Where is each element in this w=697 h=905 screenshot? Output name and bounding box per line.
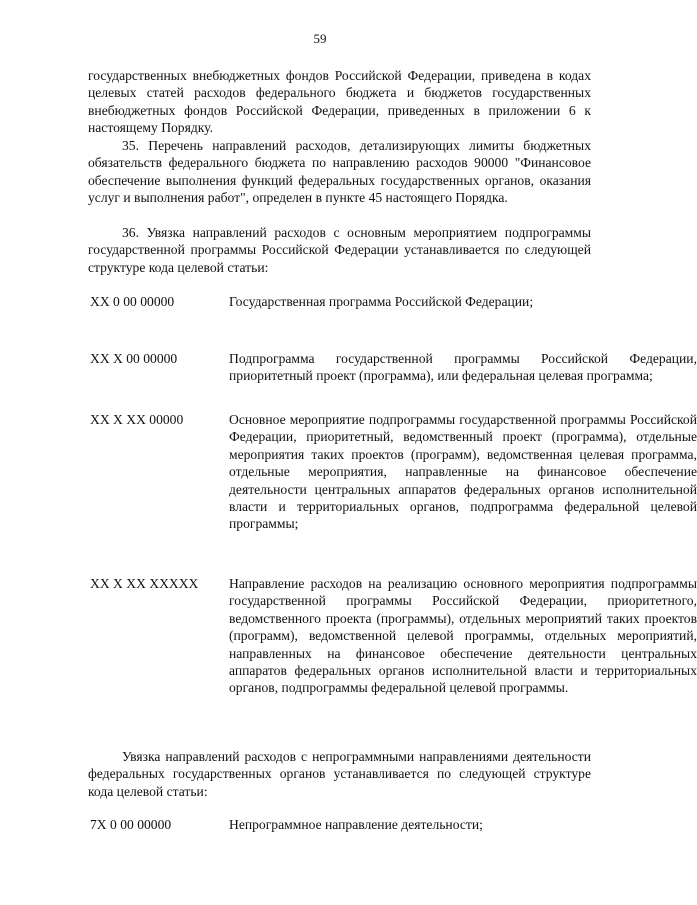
paragraph-35: 35. Перечень направлений расходов, детализирующих лимиты бюджетных обязательств федерального бюджета по направлению расходов 90000 "Финансовое обеспечение выполнения функций федеральных государственных органов, оказания услуг и выполнения работ", определен в пункте 45 настоящего Порядка. xyxy=(88,138,591,206)
code-description: Основное мероприятие подпрограммы государственной программы Российской Федерации, приоритетный, ведомственный проект (программа), отдельные мероприятия таких проектов (программ), ведомственная целевая программа, отдельные мероприятия, направленные на финансовое обеспечение деятельности центральных аппаратов федеральных органов исполнительной власти и территориальных органов, подпрограмма федеральной целевой программы; xyxy=(229,412,697,532)
code-structure: 7X 0 00 00000 xyxy=(90,817,172,832)
code-structure: XX X XX 00000 xyxy=(90,412,184,427)
code-description: Непрограммное направление деятельности; xyxy=(229,817,483,832)
code-structure: XX X 00 00000 xyxy=(90,351,178,366)
code-description: Подпрограмма государственной программы Российской Федерации, приоритетный проект (программа), или федеральная целевая программа; xyxy=(229,351,697,384)
page-number: 59 xyxy=(313,31,327,46)
code-description: Направление расходов на реализацию основного мероприятия подпрограммы государственной программы Российской Федерации, приоритетного, ведомственного проекта (программы), отдельных мероприятий таких проектов (программ), ведомственной целевой программы, отдельных мероприятий, направленных на финансовое обеспечение деятельности центральных аппаратов федеральных органов исполнительной власти и территориальных органов, подпрограммы федеральной целевой программы. xyxy=(229,576,697,696)
code-structure: XX X XX XXXXX xyxy=(90,576,199,591)
code-description: Государственная программа Российской Федерации; xyxy=(229,294,534,309)
paragraph-continuation: государственных внебюджетных фондов Российской Федерации, приведена в кодах целевых статей расходов федерального бюджета и бюджетов государственных внебюджетных фондов Российской Федерации, приведенных в приложении 6 к настоящему Порядку. xyxy=(88,68,591,136)
code-structure: XX 0 00 00000 xyxy=(90,294,175,309)
paragraph-36: 36. Увязка направлений расходов с основным мероприятием подпрограммы государственной программы Российской Федерации устанавливается по следующей структуре кода целевой статьи: xyxy=(88,225,591,275)
paragraph-nonprogram: Увязка направлений расходов с непрограммными направлениями деятельности федеральных государственных органов устанавливается по следующей структуре кода целевой статьи: xyxy=(88,749,591,799)
